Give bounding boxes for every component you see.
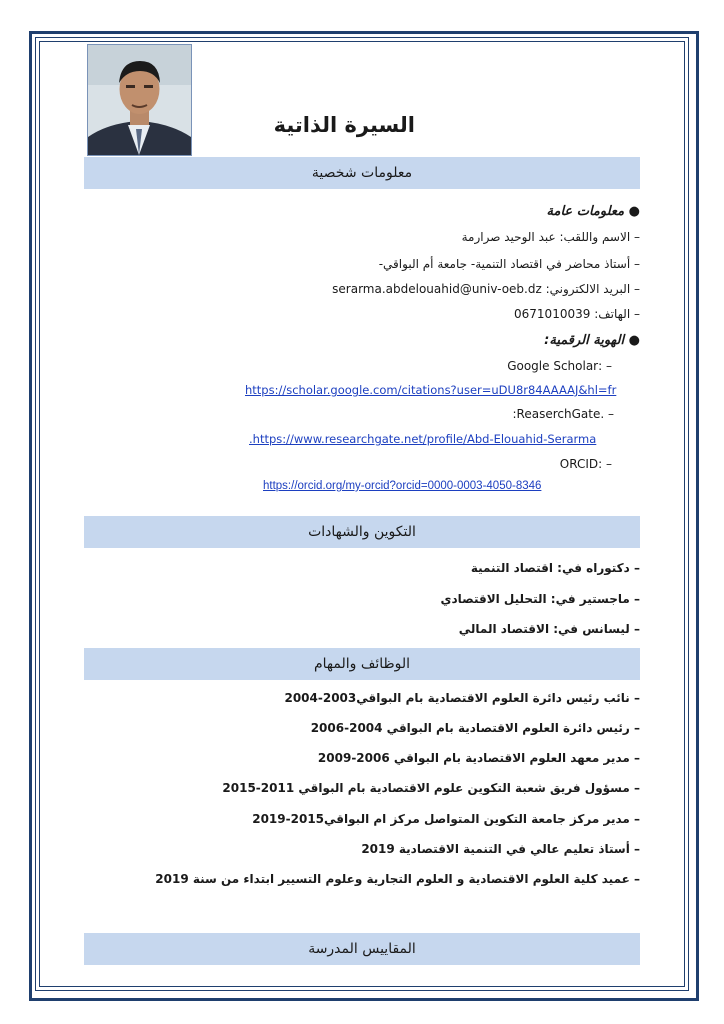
google-scholar-label: – :Google Scholar bbox=[507, 359, 612, 373]
page-title: السيرة الذاتية bbox=[273, 113, 415, 137]
dash-icon: – bbox=[629, 842, 640, 856]
dash-icon: – bbox=[630, 230, 640, 244]
orcid-link[interactable]: https://orcid.org/my-orcid?orcid=0000-0003-4050-8346 bbox=[263, 480, 542, 492]
job-item: – أستاذ تعليم عالي في التنمية الاقتصادية 2019 bbox=[361, 842, 640, 856]
section-header-jobs: الوظائف والمهام bbox=[84, 648, 640, 680]
dash-icon: – bbox=[629, 872, 640, 886]
dash-icon: – bbox=[629, 561, 640, 575]
dash-icon: – bbox=[602, 457, 612, 471]
job-item: – مدير مركز جامعة التكوين المتواصل مركز ام البواقي2015-2019 bbox=[252, 812, 640, 826]
dash-icon: – bbox=[629, 592, 640, 606]
job-item: – رئيس دائرة العلوم الاقتصادية بام البواقي 2004-2006 bbox=[310, 721, 640, 735]
job-item: – مسؤول فريق شعبة التكوين علوم الاقتصادية بام البواقي 2011-2015 bbox=[222, 781, 640, 795]
section-header-courses: المقاييس المدرسة bbox=[84, 933, 640, 965]
dash-icon: – bbox=[630, 307, 640, 321]
name-line: – الاسم واللقب: عبد الوحيد صرارمة bbox=[461, 230, 640, 244]
dash-icon: – bbox=[629, 622, 640, 636]
researchgate-label: – .ReaserchGate: bbox=[512, 407, 614, 421]
digital-identity-heading: ● الهوية الرقمية: bbox=[544, 333, 640, 348]
section-header-education: التكوين والشهادات bbox=[84, 516, 640, 548]
dash-icon: – bbox=[602, 359, 612, 373]
bullet-icon: ● bbox=[624, 333, 640, 348]
education-item: – ليسانس في: الاقتصاد المالي bbox=[458, 622, 640, 636]
phone-line: – الهاتف: 0671010039 bbox=[514, 307, 640, 321]
bullet-icon: ● bbox=[624, 204, 640, 219]
dash-icon: – bbox=[630, 257, 640, 271]
section-header-personal: معلومات شخصية bbox=[84, 157, 640, 189]
education-item: – ماجستير في: التحليل الاقتصادي bbox=[440, 592, 640, 606]
dash-icon: – bbox=[629, 751, 640, 765]
general-info-heading: ● معلومات عامة bbox=[546, 204, 640, 219]
researchgate-link[interactable]: .https://www.researchgate.net/profile/Abd-Elouahid-Serarma bbox=[249, 432, 597, 446]
profile-photo bbox=[87, 44, 192, 156]
google-scholar-link[interactable]: https://scholar.google.com/citations?user=uDU8r84AAAAJ&hl=fr bbox=[245, 383, 617, 397]
dash-icon: – bbox=[629, 781, 640, 795]
education-item: – دكتوراه في: اقتصاد التنمية bbox=[470, 561, 640, 575]
position-line: – أستاذ محاضر في اقتصاد التنمية- جامعة أم البواقي- bbox=[378, 257, 640, 271]
dash-icon: – bbox=[629, 691, 640, 705]
dash-icon: – bbox=[630, 282, 640, 296]
email-line: – البريد الالكتروني: serarma.abdelouahid@univ-oeb.dz bbox=[332, 282, 640, 296]
job-item: – نائب رئيس دائرة العلوم الاقتصادية بام البواقي2003-2004 bbox=[284, 691, 640, 705]
dash-icon: – bbox=[629, 721, 640, 735]
job-item: – عميد كلية العلوم الاقتصادية و العلوم التجارية وعلوم التسيير ابتداء من سنة 2019 bbox=[155, 872, 640, 886]
dash-icon: – bbox=[604, 407, 614, 421]
job-item: – مدير معهد العلوم الاقتصادية بام البواقي 2006-2009 bbox=[317, 751, 640, 765]
orcid-label: – :ORCID bbox=[559, 457, 612, 471]
dash-icon: – bbox=[629, 812, 640, 826]
